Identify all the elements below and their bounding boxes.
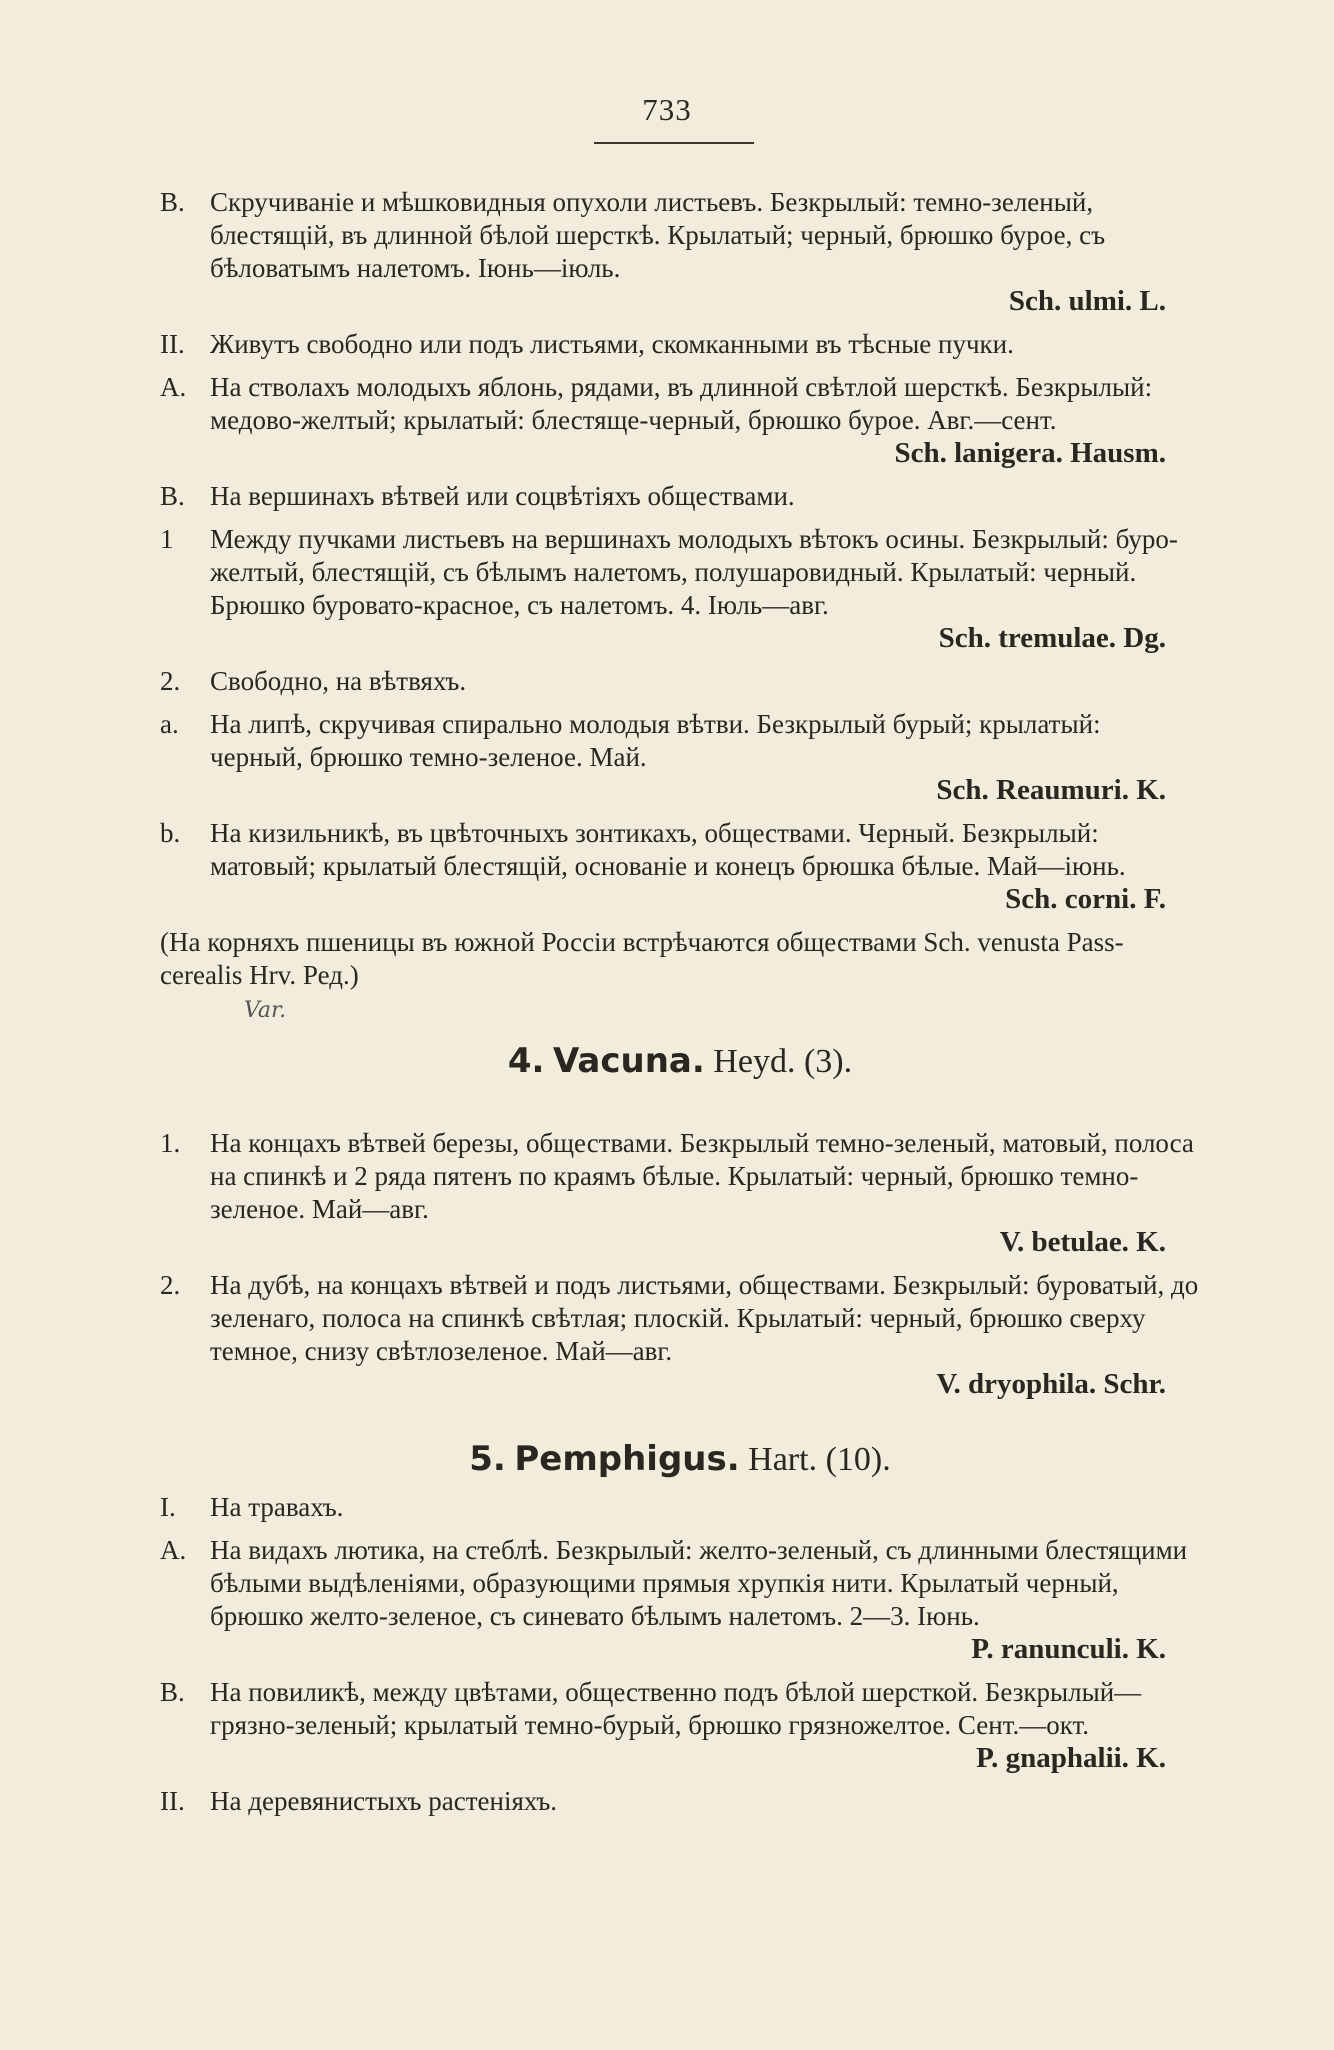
- genus-author: Hart. (10).: [748, 1441, 891, 1478]
- entry-label: B.: [160, 481, 185, 511]
- entry-text: На дубѣ, на концахъ вѣтвей и подъ листьями, обществами. Безкрылый: буроватый, до зеленаго, полоса на спинкѣ свѣтлая; плоскій. Крылатый: черный, брюшко сверху темное, снизу свѣтлозеленое. Май—авг.: [210, 1270, 1199, 1366]
- genus-author: Heyd. (3).: [713, 1043, 853, 1080]
- text-column: [160, 186, 1200, 1828]
- species-name: Sch. corni. F.: [1005, 883, 1166, 915]
- entry-label: A.: [160, 372, 187, 402]
- page-number: 733: [642, 92, 692, 127]
- species-name: Sch. lanigera. Hausm.: [894, 437, 1166, 469]
- key-entry: [160, 708, 1200, 807]
- section-pemphigus: [160, 1491, 1200, 1818]
- key-entry: [160, 328, 1200, 361]
- entry-text: Скручиваніе и мѣшковидныя опухоли листьевъ. Безкрылый: темно-зеленый, блестящій, въ длинной бѣлой шерсткѣ. Крылатый; черный, брюшко бурое, съ бѣловатымъ налетомъ. Іюнь—іюль.: [210, 187, 1106, 283]
- entry-label: a.: [160, 709, 179, 739]
- entry-text: На стволахъ молодыхъ яблонь, рядами, въ длинной свѣтлой шерсткѣ. Безкрылый: медово-желтый; крылатый: блестяще-черный, брюшко бурое. Авг.—сент.: [210, 372, 1153, 435]
- entry-label: B.: [160, 187, 185, 217]
- key-entry: [160, 1269, 1200, 1401]
- genus-heading-pemphigus: [160, 1439, 1200, 1479]
- editor-note-text: (На корняхъ пшеницы въ южной Россіи встрѣчаются обществами Sch. venusta Pass-cerealis Hrv. Ред.): [160, 927, 1124, 990]
- species-name: Sch. tremulae. Dg.: [938, 622, 1166, 654]
- entry-label: 1.: [160, 1128, 181, 1158]
- entry-label: 2.: [160, 666, 181, 696]
- entry-label: A.: [160, 1535, 187, 1565]
- entry-text: На видахъ лютика, на стеблѣ. Безкрылый: желто-зеленый, съ длинными блестящими бѣлыми выдѣленіями, образующими прямыя хрупкія нити. Крылатый черный, брюшко желто-зеленое, съ синевато бѣлымъ налетомъ. 2—3. Іюнь.: [210, 1535, 1188, 1631]
- entry-text: На кизильникѣ, въ цвѣточныхъ зонтикахъ, обществами. Черный. Безкрылый: матовый; крылатый блестящій, основаніе и конецъ брюшка бѣлые. Май—іюнь.: [210, 818, 1126, 881]
- entry-text: Свободно, на вѣтвяхъ.: [210, 666, 467, 696]
- entry-text: На травахъ.: [210, 1492, 344, 1522]
- species-name: V. betulae. K.: [999, 1226, 1166, 1258]
- genus-heading-vacuna: [160, 1041, 1200, 1081]
- entry-label: II.: [160, 1786, 185, 1816]
- species-name: P. gnaphalii. K.: [976, 1742, 1166, 1774]
- entry-text: На концахъ вѣтвей березы, обществами. Безкрылый темно-зеленый, матовый, полоса на спинкѣ и 2 ряда пятенъ по краямъ бѣлые. Крылатый: черный, брюшко темно-зеленое. Май—авг.: [210, 1128, 1194, 1224]
- key-entry: [160, 186, 1200, 318]
- header-rule: [594, 142, 754, 144]
- entry-text: На повиликѣ, между цвѣтами, общественно подъ бѣлой шерсткой. Безкрылый—грязно-зеленый; крылатый темно-бурый, брюшко грязножелтое. Сент.—окт.: [210, 1677, 1142, 1740]
- key-entry: [160, 1785, 1200, 1818]
- entry-label: II.: [160, 329, 185, 359]
- species-name: V. dryophila. Schr.: [936, 1368, 1166, 1400]
- genus-name: Vacuna.: [552, 1041, 705, 1081]
- section-vacuna: [160, 1127, 1200, 1401]
- entry-text: На вершинахъ вѣтвей или соцвѣтіяхъ обществами.: [210, 481, 795, 511]
- entry-text: Между пучками листьевъ на вершинахъ молодыхъ вѣтокъ осины. Безкрылый: буро-желтый, блестящій, съ бѣлымъ налетомъ, полушаровидный. Крылатый: черный. Брюшко буровато-красное, съ налетомъ. 4. Іюль—авг.: [210, 524, 1178, 620]
- key-entry: [160, 1534, 1200, 1666]
- key-entry: [160, 523, 1200, 655]
- key-entry: [160, 480, 1200, 513]
- species-name: Sch. Reaumuri. K.: [936, 774, 1166, 806]
- entry-label: 1: [160, 524, 174, 554]
- species-name: P. ranunculi. K.: [971, 1633, 1166, 1665]
- key-entry: [160, 817, 1200, 916]
- editor-note: [160, 926, 1200, 992]
- key-entry: [160, 1127, 1200, 1259]
- section-schizoneura: [160, 186, 1200, 916]
- key-entry: [160, 1676, 1200, 1775]
- genus-number: 4.: [507, 1041, 545, 1081]
- key-entry: [160, 1491, 1200, 1524]
- entry-label: I.: [160, 1492, 176, 1522]
- genus-number: 5.: [469, 1439, 506, 1479]
- entry-label: B.: [160, 1677, 185, 1707]
- key-entry: [160, 665, 1200, 698]
- entry-label: 2.: [160, 1270, 181, 1300]
- entry-text: Живутъ свободно или подъ листьями, скомканными въ тѣсные пучки.: [210, 329, 1014, 359]
- genus-name: Pemphigus.: [514, 1439, 740, 1479]
- entry-label: b.: [160, 818, 181, 848]
- entry-text: На деревянистыхъ растеніяхъ.: [210, 1786, 558, 1816]
- entry-text: На липѣ, скручивая спирально молодыя вѣтви. Безкрылый бурый; крылатый: черный, брюшко темно-зеленое. Май.: [210, 709, 1101, 772]
- handwritten-annotation: Var.: [244, 998, 287, 1023]
- key-entry: [160, 371, 1200, 470]
- species-name: Sch. ulmi. L.: [1008, 285, 1166, 317]
